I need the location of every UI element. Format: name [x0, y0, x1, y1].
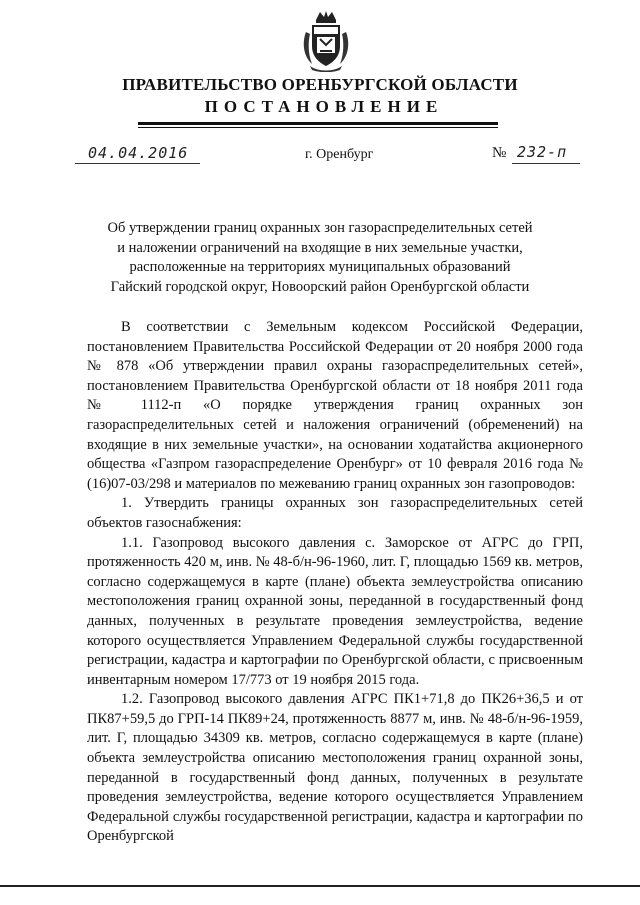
date-underline	[75, 163, 200, 164]
document-number-label: №	[492, 145, 507, 161]
document-date: 04.04.2016	[88, 144, 189, 162]
document-body	[87, 318, 583, 847]
subject-line: и наложении ограничений на входящие в них земельные участки,	[117, 239, 523, 256]
scan-bottom-edge	[0, 885, 640, 887]
subject-line: Об утверждении границ охранных зон газораспределительных сетей	[107, 220, 533, 236]
number-underline	[512, 163, 580, 164]
document-subject	[60, 219, 580, 297]
orenburg-coat-of-arms-icon	[300, 10, 352, 72]
body-paragraph: 1.1. Газопровод высокого давления с. Заморское от АГРС до ГРП, протяженность 420 м, инв. № 48-б/н-96-1960, лит. Г, площадью 1569 кв. метров, согласно содержащемуся в карте (плане) объекта землеустройства описанию местоположения границ охранной зоны, переданной в государственный фонд данных, полученных в результате проведения землеустройства, ведение которого осуществляется Управлением Федеральной службы государственной регистрации, кадастра и картографии по Оренбургской области, с присвоенным инвентарным номером 17/773 от 19 ноября 2015 года.	[87, 534, 583, 688]
subject-line: Гайский городской округ, Новоорский район Оренбургской области	[110, 278, 530, 295]
header-divider-thick	[138, 122, 498, 125]
subject-line: расположенные на территориях муниципальных образований	[129, 259, 511, 275]
body-paragraph: 1. Утвердить границы охранных зон газораспределительных сетей объектов газоснабжения:	[87, 495, 583, 531]
body-paragraph: В соответствии с Земельным кодексом Российской Федерации, постановлением Правительства Российской Федерации от 20 ноября 2000 года № 878 «Об утверждении правил охраны газораспределительных сетей», постановлением Правительства Оренбургской области от 18 ноября 2011 года № 1112-п «О порядке утверждения границ охранных зон газораспределительных сетей и наложения ограничений (обременений) на входящие в них земельные участки», на основании ходатайства акционерного общества «Газпром газораспределение Оренбург» от 10 февраля 2016 года № (16)07-03/298 и материалов по межеванию границ охранных зон газопроводов:	[87, 319, 583, 492]
body-paragraph: 1.2. Газопровод высокого давления АГРС ПК1+71,8 до ПК26+36,5 и от ПК87+59,5 до ГРП-14 ПК89+24, протяженность 8877 м, инв. № 48-б/н-96-1959, лит. Г, площадью 34309 кв. метров, согласно содержащемуся в карте (плане) объекта землеустройства описанию местоположения границ охранной зоны, переданной в государственный фонд данных, полученных в результате проведения землеустройства, ведение которого осуществляется Управлением Федеральной службы государственной регистрации, кадастра и картографии по Оренбургской	[87, 691, 583, 845]
document-type-title: ПОСТАНОВЛЕНИЕ	[204, 97, 444, 116]
document-number: 232-п	[517, 143, 568, 161]
document-city: г. Оренбург	[305, 147, 374, 162]
header-divider-thin	[138, 127, 498, 128]
government-title: ПРАВИТЕЛЬСТВО ОРЕНБУРГСКОЙ ОБЛАСТИ	[122, 75, 518, 94]
